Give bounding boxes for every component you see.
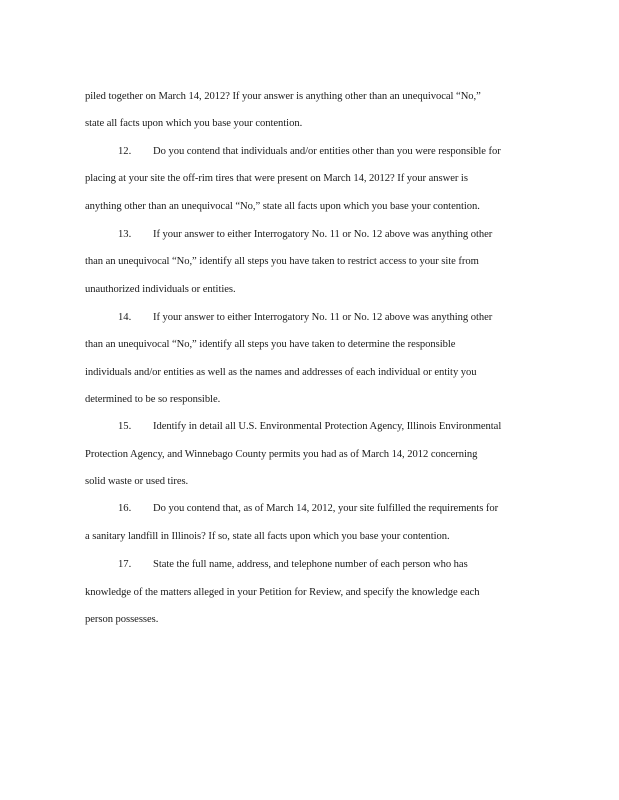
interrogatory-line: determined to be so responsible.: [85, 394, 221, 405]
interrogatory-number: 14.: [118, 312, 132, 323]
interrogatory-first-line: Identify in detail all U.S. Environmental Protection Agency, Illinois Environmental: [153, 421, 502, 432]
interrogatory-line: person possesses.: [85, 614, 159, 625]
interrogatory-number: 13.: [118, 229, 132, 240]
interrogatory-line: knowledge of the matters alleged in your Petition for Review, and specify the knowledge each: [85, 587, 480, 598]
interrogatory-first-line: Do you contend that individuals and/or entities other than you were responsible for: [153, 146, 501, 157]
interrogatory-line: Protection Agency, and Winnebago County permits you had as of March 14, 2012 concerning: [85, 449, 478, 460]
interrogatory-number: 16.: [118, 503, 132, 514]
interrogatory-first-line: If your answer to either Interrogatory No. 11 or No. 12 above was anything other: [153, 312, 493, 323]
interrogatory-line: anything other than an unequivocal “No,” state all facts upon which you base your contention.: [85, 201, 480, 212]
interrogatory-line: unauthorized individuals or entities.: [85, 284, 236, 295]
interrogatory-number: 12.: [118, 146, 132, 157]
interrogatory-number: 17.: [118, 559, 132, 570]
interrogatory-number: 15.: [118, 421, 132, 432]
interrogatory-line: a sanitary landfill in Illinois? If so, state all facts upon which you base your contention.: [85, 531, 450, 542]
continuation-line: state all facts upon which you base your contention.: [85, 118, 303, 129]
continuation-line: piled together on March 14, 2012? If your answer is anything other than an unequivocal “No,”: [85, 91, 481, 102]
interrogatory-first-line: If your answer to either Interrogatory No. 11 or No. 12 above was anything other: [153, 229, 493, 240]
interrogatory-first-line: State the full name, address, and telephone number of each person who has: [153, 559, 468, 570]
interrogatory-line: individuals and/or entities as well as the names and addresses of each individual or entity you: [85, 367, 477, 378]
interrogatory-line: than an unequivocal “No,” identify all steps you have taken to restrict access to your site from: [85, 256, 479, 267]
interrogatory-line: placing at your site the off-rim tires that were present on March 14, 2012? If your answer is: [85, 173, 468, 184]
interrogatory-line: than an unequivocal “No,” identify all steps you have taken to determine the responsible: [85, 339, 456, 350]
interrogatory-first-line: Do you contend that, as of March 14, 2012, your site fulfilled the requirements for: [153, 503, 499, 514]
interrogatory-line: solid waste or used tires.: [85, 476, 189, 487]
